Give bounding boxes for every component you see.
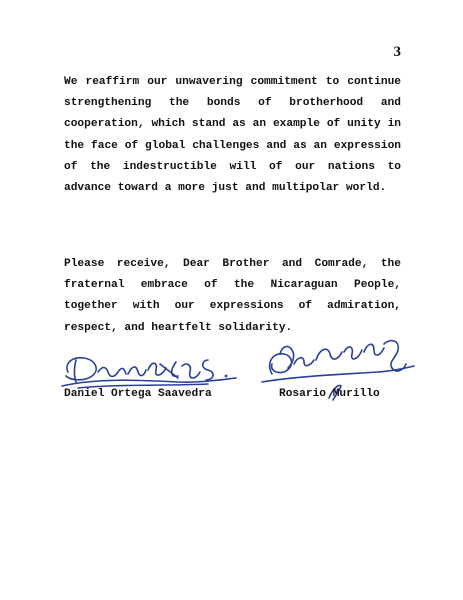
signer-name-left: Daniel Ortega Saavedra bbox=[64, 388, 212, 400]
signature-block bbox=[0, 350, 463, 410]
page-number: 3 bbox=[393, 44, 401, 60]
signer-name-right: Rosario Murillo bbox=[279, 388, 380, 400]
paragraph-fraternal-embrace: Please receive, Dear Brother and Comrade, the fraternal embrace of the Nicaraguan People, together with our expressions of admiration, respect, and heartfelt solidarity. bbox=[64, 258, 401, 334]
paragraph-reaffirm-commitment: We reaffirm our unwavering commitment to continue strengthening the bonds of brotherhood and cooperation, which stand as an example of unity in the face of global challenges and as an expression of the indestructible will of our nations to advance toward a more just and multipolar world. bbox=[64, 76, 401, 195]
